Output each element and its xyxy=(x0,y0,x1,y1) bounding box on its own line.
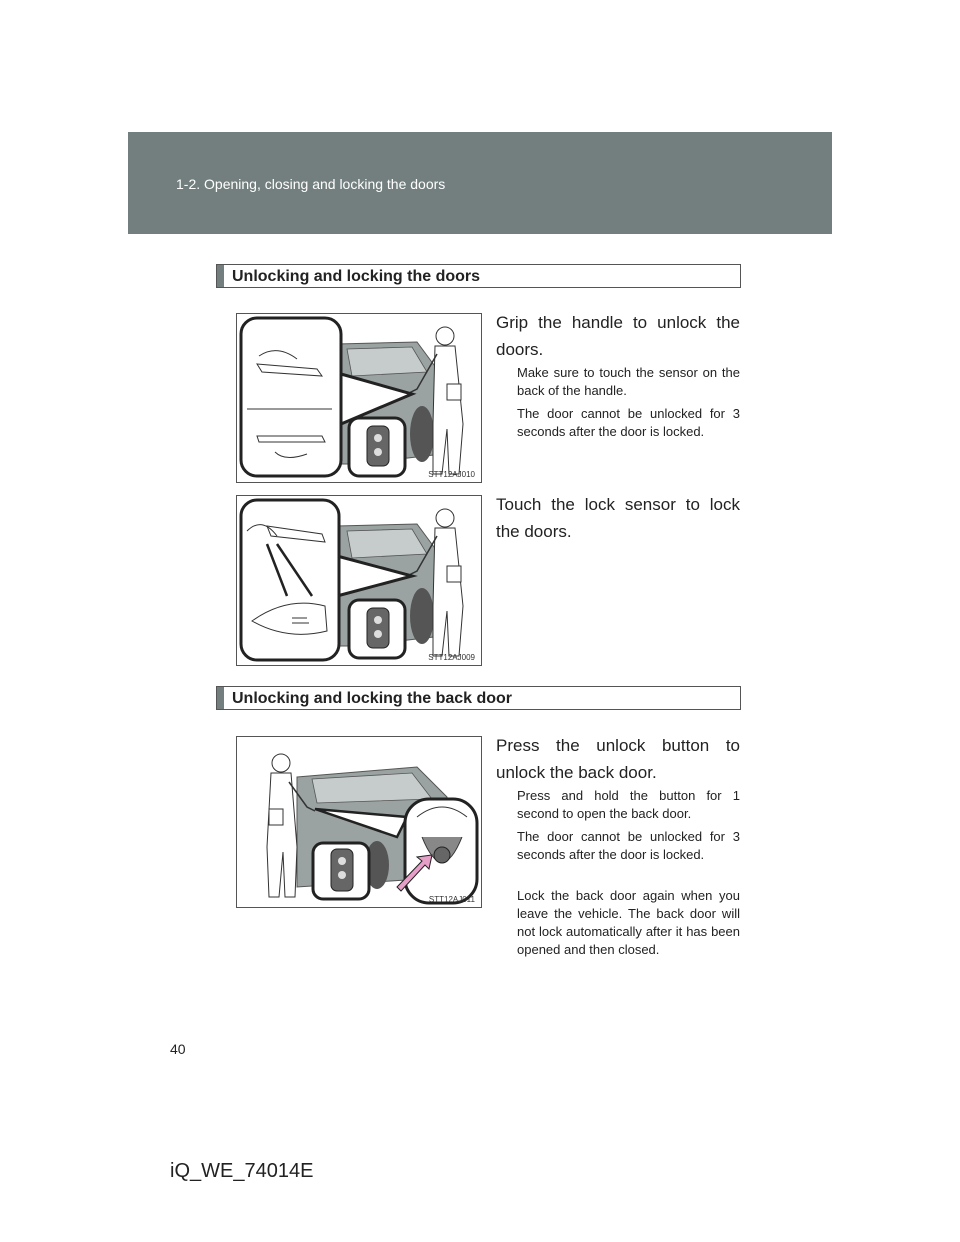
figure-id: STT12AJ009 xyxy=(428,653,475,662)
section-accent xyxy=(217,687,224,709)
instruction-grip: Grip the handle to unlock the doors. xyxy=(496,313,740,359)
section-title-text: Unlocking and locking the back door xyxy=(232,690,513,707)
section-accent xyxy=(217,265,224,287)
section-title-text: Unlocking and locking the doors xyxy=(232,268,481,285)
document-code: iQ_WE_74014E xyxy=(170,1160,314,1182)
section-header: 1-2. Opening, closing and locking the doors xyxy=(176,176,446,192)
note-hold-button: Press and hold the button for 1 second to open the back door. xyxy=(517,788,740,821)
figure-lock-sensor xyxy=(236,495,482,666)
figure-grip-handle xyxy=(236,313,482,483)
section-title-back-door xyxy=(216,686,741,710)
figure-id: STT12AJ011 xyxy=(428,895,475,904)
note-sensor: Make sure to touch the sensor on the back of the handle. xyxy=(517,365,740,398)
figure-id: STT12AJ010 xyxy=(428,470,475,479)
instruction-lock: Touch the lock sensor to lock the doors. xyxy=(496,495,740,541)
section-title-doors xyxy=(216,264,741,288)
note-back-unlock-delay: The door cannot be unlocked for 3 seconds after the door is locked. xyxy=(517,829,740,862)
note-unlock-delay: The door cannot be unlocked for 3 seconds after the door is locked. xyxy=(517,406,740,439)
note-lock-reminder: Lock the back door again when you leave the vehicle. The back door will not lock automatically after it has been opened and then closed. xyxy=(517,888,740,957)
figure-back-door xyxy=(236,736,482,908)
page-number: 40 xyxy=(170,1041,186,1057)
instruction-back-door: Press the unlock button to unlock the back door. xyxy=(496,736,740,782)
